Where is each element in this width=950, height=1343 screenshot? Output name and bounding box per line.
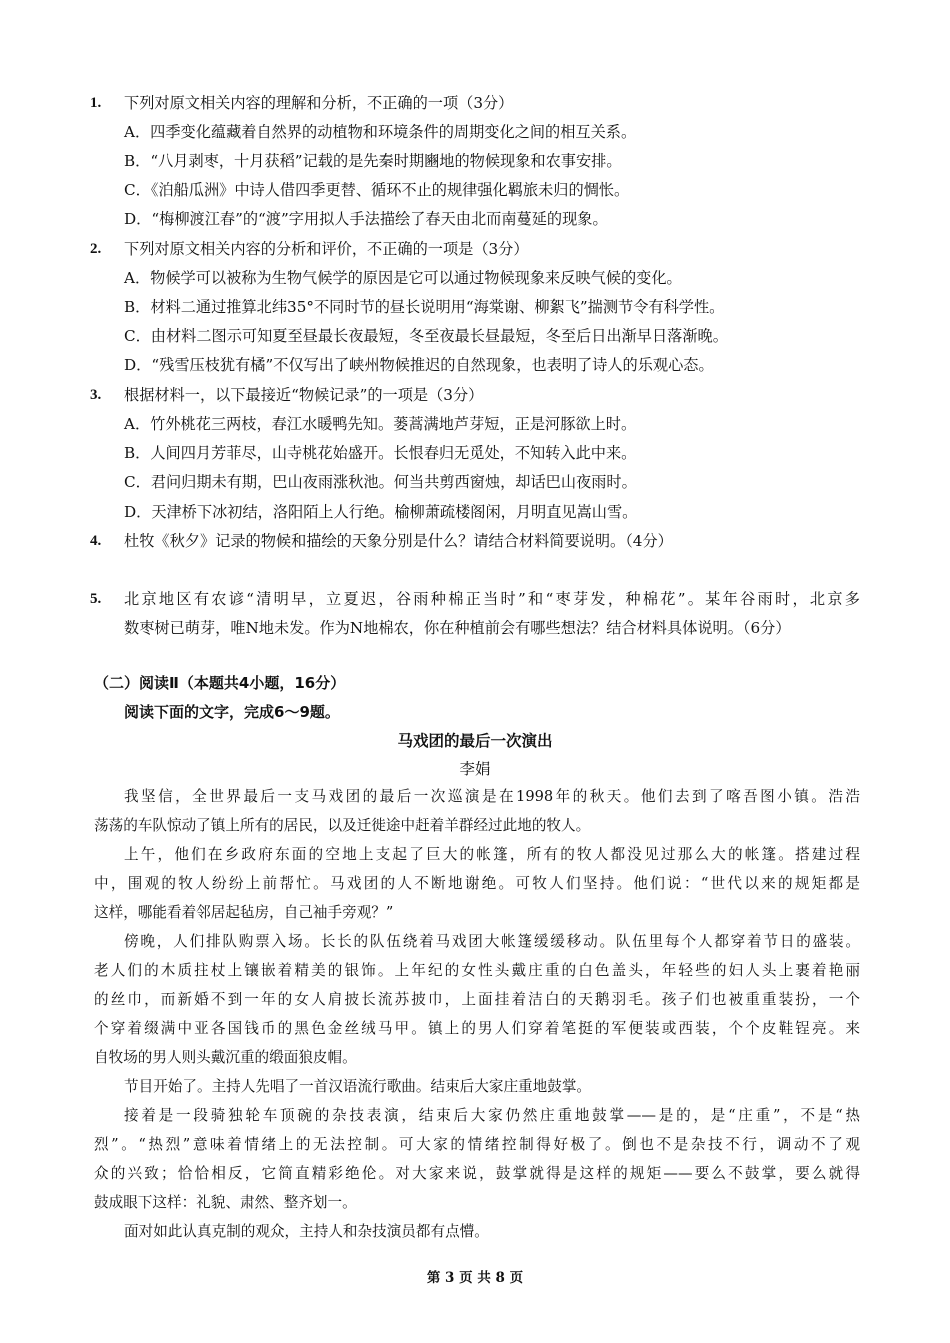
option-d: D．“残雪压枝犹有橘”不仅写出了峡州物候推迟的自然现象，也表明了诗人的乐观心态。	[124, 356, 714, 374]
option-b: B．人间四月芳菲尽，山寺桃花始盛开。长恨春归无觅处，不知转入此中来。	[124, 444, 637, 462]
option-a: A．物候学可以被称为生物气候学的原因是它可以通过物候现象来反映气候的变化。	[124, 269, 682, 287]
question-stem: 根据材料一，以下最接近“物候记录”的一项是（3分）	[124, 386, 484, 404]
article-line: 自牧场的男人则头戴沉重的缎面狼皮帽。	[94, 1049, 357, 1066]
article-line: 节目开始了。主持人先唱了一首汉语流行歌曲。结束后大家庄重地鼓掌。	[124, 1078, 592, 1095]
article-line: 上午，他们在乡政府东面的空地上支起了巨大的帐篷，所有的牧人都没见过那么大的帐篷。搭建过程	[124, 846, 860, 863]
article-line: 接着是一段骑独轮车顶碗的杂技表演，结束后大家仍然庄重地鼓掌——是的，是“庄重”，不是“热	[124, 1107, 860, 1124]
option-c: C．君问归期未有期，巴山夜雨涨秋池。何当共剪西窗烛，却话巴山夜雨时。	[124, 473, 637, 491]
article-line: 老人们的木质拄杖上镶嵌着精美的银饰。上年纪的女性头戴庄重的白色盖头，年轻些的妇人头上裹着艳丽	[94, 962, 860, 979]
page-footer: 第 3 页 共 8 页	[426, 1270, 524, 1286]
article-line: 荡荡的车队惊动了镇上所有的居民，以及迁徙途中赶着羊群经过此地的牧人。	[94, 817, 591, 834]
question-number: 2.	[90, 241, 102, 257]
question-number: 4.	[90, 533, 102, 549]
section-heading: （二）阅读Ⅱ（本题共4小题，16分）	[94, 674, 346, 692]
article-line: 烈”。“热烈”意味着情绪上的无法控制。可大家的情绪控制得好极了。倒也不是杂技不行，调动不了观	[94, 1136, 860, 1153]
question-number: 1.	[90, 95, 102, 111]
option-b: B．材料二通过推算北纬35°不同时节的昼长说明用“海棠谢、柳絮飞”揣测节令有科学性。	[124, 298, 725, 316]
question-stem-line: 北京地区有农谚“清明早，立夏迟，谷雨种棉正当时”和“枣芽发，种棉花”。某年谷雨时，北京多	[124, 590, 860, 608]
option-b: B．“八月剥枣，十月获稻”记载的是先秦时期豳地的物候现象和农事安排。	[124, 152, 622, 170]
option-d: D．天津桥下冰初结，洛阳陌上人行绝。榆柳萧疏楼阁闲，月明直见嵩山雪。	[124, 503, 638, 521]
article-title: 马戏团的最后一次演出	[397, 732, 553, 750]
question-stem-line: 数枣树已萌芽，唯N地未发。作为N地棉农，你在种植前会有哪些想法？结合材料具体说明。（6分）	[124, 619, 791, 637]
option-c: C．由材料二图示可知夏至昼最长夜最短，冬至夜最长昼最短，冬至后日出渐早日落渐晚。	[124, 327, 728, 345]
article-line: 中，围观的牧人纷纷上前帮忙。马戏团的人不断地谢绝。可牧人们坚持。他们说：“世代以来的规矩都是	[94, 875, 860, 892]
section-instruction: 阅读下面的文字，完成6～9题。	[124, 703, 340, 721]
article-line: 我坚信，全世界最后一支马戏团的最后一次巡演是在1998年的秋天。他们去到了喀吾图小镇。浩浩	[124, 788, 860, 805]
article-line: 面对如此认真克制的观众，主持人和杂技演员都有点懵。	[124, 1223, 489, 1240]
question-stem: 杜牧《秋夕》记录的物候和描绘的天象分别是什么？请结合材料简要说明。（4分）	[124, 532, 673, 550]
question-number: 5.	[90, 591, 102, 607]
article-line: 众的兴致；恰恰相反，它简直精彩绝伦。对大家来说，鼓掌就得是这样的规矩——要么不鼓掌，要么就得	[94, 1165, 860, 1182]
article-line: 个穿着缀满中亚各国钱币的黑色金丝绒马甲。镇上的男人们穿着笔挺的军便装或西装，个个皮鞋锃亮。来	[94, 1020, 860, 1037]
option-a: A．四季变化蕴藏着自然界的动植物和环境条件的周期变化之间的相互关系。	[124, 123, 637, 141]
option-d: D．“梅柳渡江春”的“渡”字用拟人手法描绘了春天由北而南蔓延的现象。	[124, 210, 608, 228]
question-stem: 下列对原文相关内容的理解和分析，不正确的一项（3分）	[124, 94, 514, 112]
article-line: 鼓成眼下这样：礼貌、肃然、整齐划一。	[94, 1194, 357, 1211]
option-a: A．竹外桃花三两枝，春江水暖鸭先知。蒌蒿满地芦芽短，正是河豚欲上时。	[124, 415, 637, 433]
question-stem: 下列对原文相关内容的分析和评价，不正确的一项是（3分）	[124, 240, 529, 258]
article-author: 李娟	[459, 760, 491, 778]
question-number: 3.	[90, 387, 102, 403]
article-line: 的丝巾，而新婚不到一年的女人肩披长流苏披巾，上面挂着洁白的天鹅羽毛。孩子们也被重重装扮，一个	[94, 991, 860, 1008]
article-line: 这样，哪能看着邻居起毡房，自己袖手旁观？”	[94, 904, 394, 921]
option-c: C．《泊船瓜洲》中诗人借四季更替、循环不止的规律强化羁旅未归的惆怅。	[124, 181, 630, 199]
article-line: 傍晚，人们排队购票入场。长长的队伍绕着马戏团大帐篷缓缓移动。队伍里每个人都穿着节日的盛装。	[124, 933, 860, 950]
